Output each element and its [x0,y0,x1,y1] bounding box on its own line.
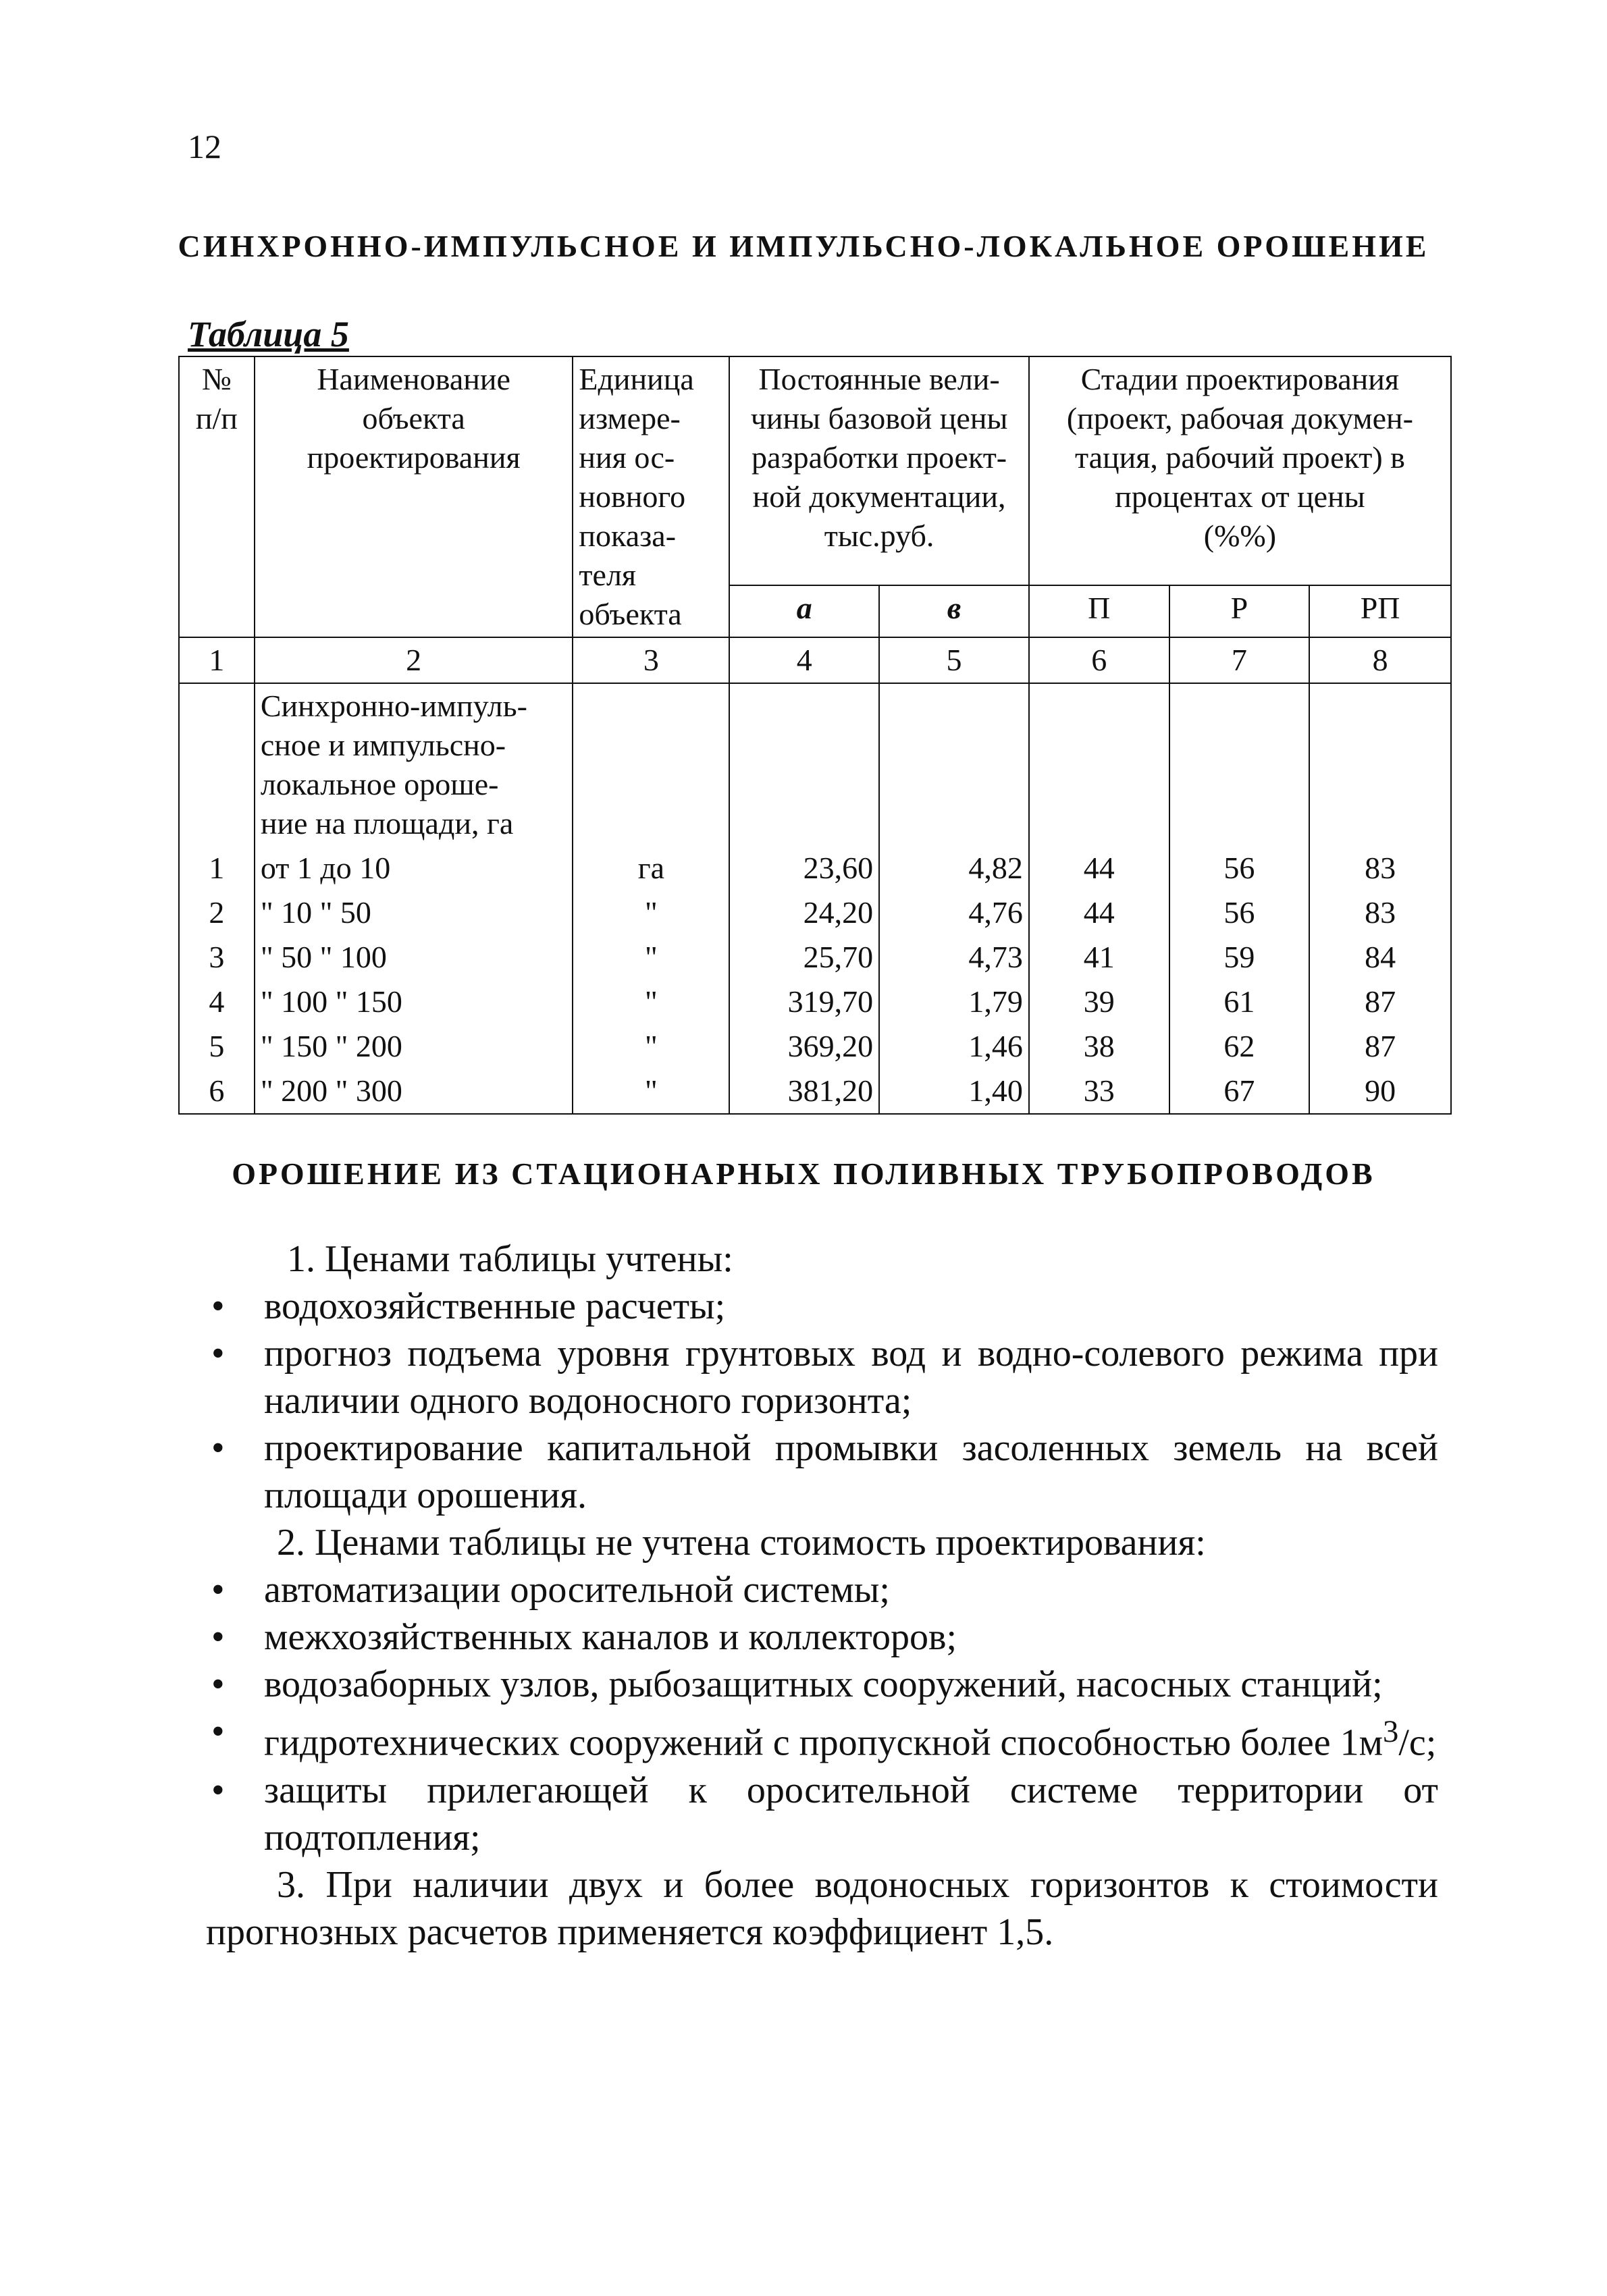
row-p: 44 [1029,846,1169,890]
row-v: 4,82 [879,846,1029,890]
row-name: " 100 " 150 [255,980,573,1024]
list-item: • водохозяйственные расчеты; [206,1283,1438,1330]
row-number: 4 [179,980,255,1024]
list-item: • прогноз подъема уровня грунтовых вод и водно-солевого режима при наличии одного водоносного горизонта; [206,1330,1438,1424]
header-design-stages: Стадии проектирования (проект, рабочая докумен- тация, рабочий проект) в процентах от цены (%%) [1029,356,1451,585]
header-r: Р [1169,585,1310,637]
notes-body [206,1235,1438,1956]
note-3: 3. При наличии двух и более водоносных горизонтов к стоимости прогнозных расчетов применяется коэффициент 1,5. [206,1863,1438,1953]
row-p: 39 [1029,980,1169,1024]
note-2: 2. Ценами таблицы не учтена стоимость проектирования: [277,1522,1206,1564]
column-number: 2 [255,637,573,683]
row-unit: " [573,1024,729,1069]
bullet-icon: • [211,1333,225,1374]
column-number-row [179,637,1451,683]
list-item: • защиты прилегающей к оросительной системе территории от подтопления; [206,1767,1438,1861]
row-p: 44 [1029,890,1169,935]
table-header-row [179,356,1451,585]
header-unit: Единица измере- ния ос- новного показа- теля объекта [573,356,729,637]
row-unit: " [573,890,729,935]
row-v: 4,76 [879,890,1029,935]
row-p: 33 [1029,1069,1169,1114]
row-name: " 50 " 100 [255,935,573,980]
bullet-icon: • [211,1569,225,1611]
list-item: • водозаборных узлов, рыбозащитных сооружений, насосных станций; [206,1661,1438,1708]
row-number: 2 [179,890,255,935]
row-unit: га [573,846,729,890]
note-1: 1. Ценами таблицы учтены: [287,1238,733,1280]
row-r: 67 [1169,1069,1310,1114]
row-number: 3 [179,935,255,980]
row-rp: 84 [1309,935,1451,980]
row-r: 59 [1169,935,1310,980]
group-label-row [179,683,1451,846]
row-name: от 1 до 10 [255,846,573,890]
column-number: 1 [179,637,255,683]
group-label: Синхронно-импуль- сное и импульсно- локальное ороше- ние на площади, га [255,683,573,846]
row-v: 1,46 [879,1024,1029,1069]
row-r: 56 [1169,846,1310,890]
header-rp: РП [1309,585,1451,637]
row-p: 41 [1029,935,1169,980]
row-rp: 83 [1309,846,1451,890]
price-table [178,356,1452,1115]
row-r: 56 [1169,890,1310,935]
row-a: 24,20 [729,890,879,935]
bullet-icon: • [211,1769,225,1811]
row-unit: " [573,935,729,980]
bullet-icon: • [211,1427,225,1469]
row-r: 62 [1169,1024,1310,1069]
list-item: • гидротехнических сооружений с пропускной способностью более $1м^3/с$; [206,1708,1438,1767]
row-name: " 10 " 50 [255,890,573,935]
bullet-icon: • [211,1663,225,1705]
row-rp: 87 [1309,980,1451,1024]
row-a: 319,70 [729,980,879,1024]
section-heading-stationary-pipelines: ОРОШЕНИЕ ИЗ СТАЦИОНАРНЫХ ПОЛИВНЫХ ТРУБОПРОВОДОВ [232,1156,1375,1191]
row-a: 381,20 [729,1069,879,1114]
bullet-icon: • [211,1616,225,1658]
header-constant-values: Постоянные вели- чины базовой цены разработки проект- ной документации, тыс.руб. [729,356,1029,585]
column-number: 7 [1169,637,1310,683]
row-v: 1,40 [879,1069,1029,1114]
header-object-name: Наименование объекта проектирования [255,356,573,637]
table-row [179,1069,1451,1114]
row-r: 61 [1169,980,1310,1024]
table-row [179,890,1451,935]
table-row [179,1024,1451,1069]
row-v: 1,79 [879,980,1029,1024]
row-p: 38 [1029,1024,1169,1069]
row-number: 5 [179,1024,255,1069]
column-number: 4 [729,637,879,683]
row-number: 1 [179,846,255,890]
header-number: № п/п [179,356,255,637]
header-p: П [1029,585,1169,637]
row-a: 25,70 [729,935,879,980]
row-rp: 87 [1309,1024,1451,1069]
row-number: 6 [179,1069,255,1114]
page-number: 12 [188,128,221,165]
column-number: 5 [879,637,1029,683]
section-heading-synchronous-irrigation: СИНХРОННО-ИМПУЛЬСНОЕ И ИМПУЛЬСНО-ЛОКАЛЬНОЕ ОРОШЕНИЕ [178,229,1429,263]
bullet-icon: • [211,1285,225,1327]
list-item: • автоматизации оросительной системы; [206,1566,1438,1613]
row-a: 23,60 [729,846,879,890]
table-row [179,980,1451,1024]
row-a: 369,20 [729,1024,879,1069]
row-rp: 83 [1309,890,1451,935]
row-v: 4,73 [879,935,1029,980]
list-item: • проектирование капитальной промывки засоленных земель на всей площади орошения. [206,1424,1438,1519]
list-item: • межхозяйственных каналов и коллекторов; [206,1613,1438,1661]
header-v: в [879,585,1029,637]
table-caption: Таблица 5 [188,314,349,354]
row-name: " 150 " 200 [255,1024,573,1069]
bullet-icon: • [211,1711,225,1753]
column-number: 3 [573,637,729,683]
row-unit: " [573,1069,729,1114]
column-number: 8 [1309,637,1451,683]
row-rp: 90 [1309,1069,1451,1114]
column-number: 6 [1029,637,1169,683]
table-row [179,846,1451,890]
row-name: " 200 " 300 [255,1069,573,1114]
row-unit: " [573,980,729,1024]
table-row [179,935,1451,980]
header-a: а [729,585,879,637]
